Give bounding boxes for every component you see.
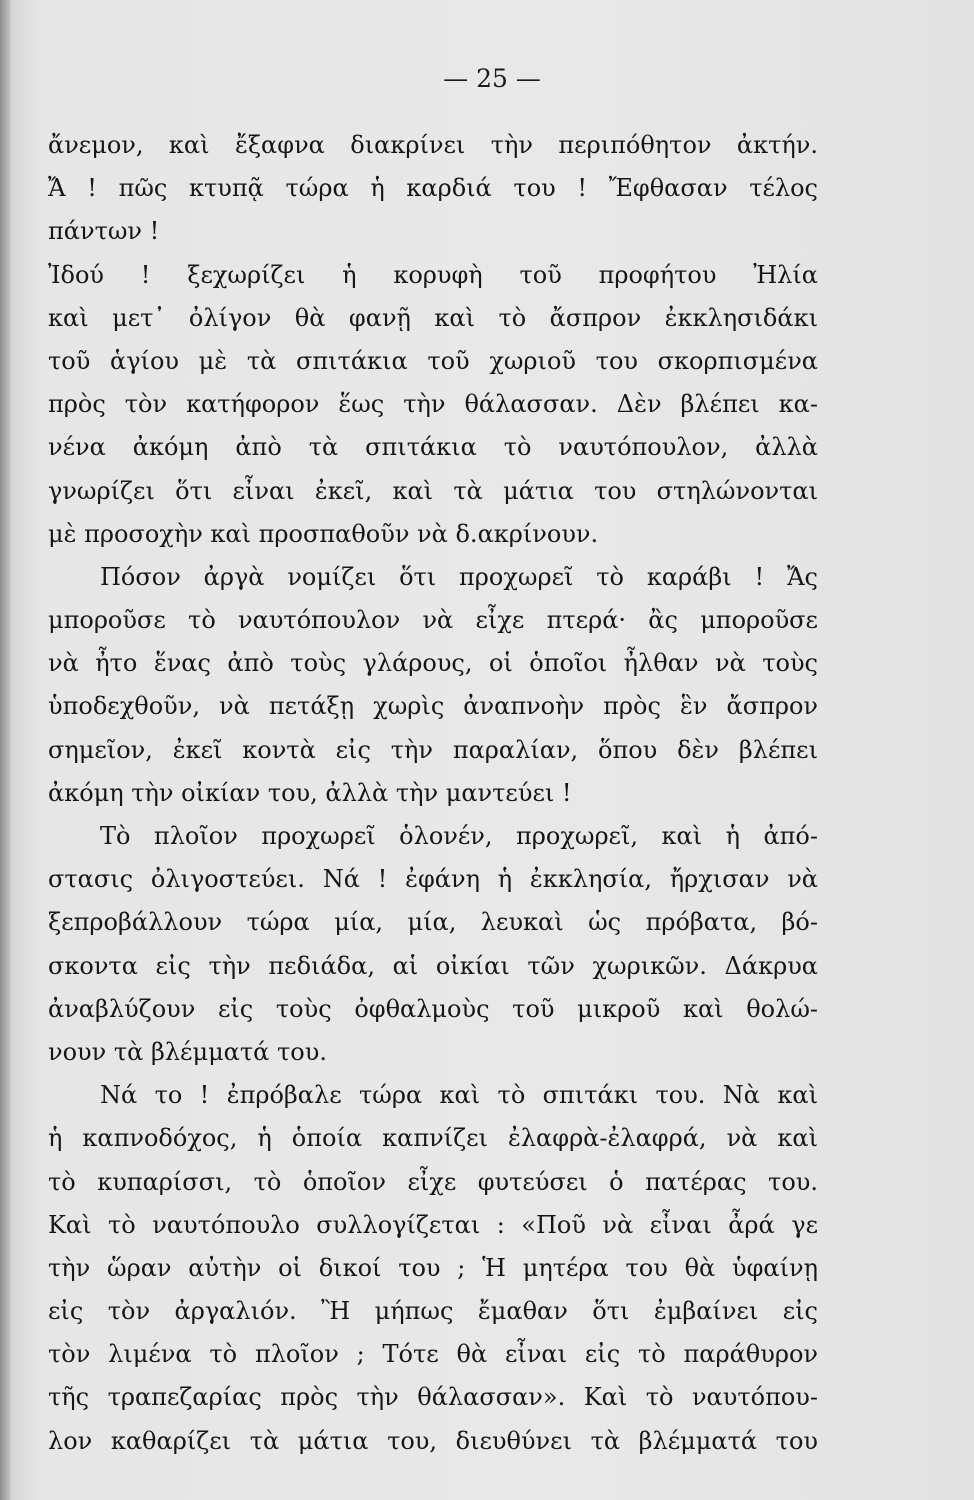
- text-line: λον καθαρίζει τὰ μάτια του, διευθύνει τὰ βλέμματά του: [48, 1426, 818, 1455]
- text-line: τὸν λιμένα τὸ πλοῖον ; Τότε θὰ εἶναι εἰς τὸ παράθυρον: [48, 1340, 818, 1369]
- text-line: Πόσον ἀργὰ νομίζει ὅτι προχωρεῖ τὸ καράβι ! Ἄς: [100, 562, 818, 591]
- text-line: σημεῖον, ἐκεῖ κοντὰ εἰς τὴν παραλίαν, ὅπου δὲν βλέπει: [48, 735, 818, 764]
- text-line: ἄνεμον, καὶ ἔξαφνα διακρίνει τὴν περιπόθητον ἀκτήν.: [48, 131, 818, 159]
- text-line: Ἄ ! πῶς κτυπᾷ τώρα ἡ καρδιά του ! Ἔφθασαν τέλος: [48, 174, 818, 203]
- text-line: τοῦ ἁγίου μὲ τὰ σπιτάκια τοῦ χωριοῦ του σκορπισμένα: [48, 346, 818, 375]
- text-line: πάντων !: [48, 217, 160, 246]
- text-line: Καὶ τὸ ναυτόπουλο συλλογίζεται : «Ποῦ νὰ εἶναι ἆρά γε: [48, 1210, 818, 1239]
- text-line: τὸ κυπαρίσσι, τὸ ὁποῖον εἶχε φυτεύσει ὁ πατέρας του.: [48, 1167, 818, 1196]
- page-number: — 25 —: [443, 64, 541, 93]
- text-line: ἡ καπνοδόχος, ἡ ὁποία καπνίζει ἐλαφρὰ-ἐλαφρά, νὰ καὶ: [48, 1124, 818, 1153]
- text-line: Ἰδού ! ξεχωρίζει ἡ κορυφὴ τοῦ προφήτου Ἠλία: [48, 260, 818, 289]
- text-line: ὑποδεχθοῦν, νὰ πετάξῃ χωρὶς ἀναπνοὴν πρὸς ἓν ἄσπρον: [48, 692, 818, 721]
- text-line: καὶ μετ᾽ ὀλίγον θὰ φανῇ καὶ τὸ ἄσπρον ἐκκλησιδάκι: [48, 303, 818, 332]
- text-line: ἀναβλύζουν εἰς τοὺς ὀφθαλμοὺς τοῦ μικροῦ καὶ θολώ-: [48, 994, 818, 1023]
- body-text: [48, 124, 818, 1463]
- text-line: σκοντα εἰς τὴν πεδιάδα, αἱ οἰκίαι τῶν χωρικῶν. Δάκρυα: [48, 951, 818, 980]
- text-line: τὴν ὥραν αὐτὴν οἱ δικοί του ; Ἡ μητέρα του θὰ ὑφαίνῃ: [48, 1253, 818, 1282]
- text-line: ξεπροβάλλουν τώρα μία, μία, λευκαὶ ὡς πρόβατα, βό-: [48, 908, 818, 937]
- text-line: ἀκόμη τὴν οἰκίαν του, ἀλλὰ τὴν μαντεύει !: [48, 778, 572, 807]
- text-line: Τὸ πλοῖον προχωρεῖ ὁλονέν, προχωρεῖ, καὶ ἡ ἀπό-: [100, 822, 818, 850]
- text-line: Νά το ! ἐπρόβαλε τώρα καὶ τὸ σπιτάκι του. Νὰ καὶ: [100, 1081, 818, 1110]
- text-line: μποροῦσε τὸ ναυτόπουλον νὰ εἶχε πτερά· ἂς μποροῦσε: [48, 606, 818, 635]
- text-line: γνωρίζει ὅτι εἶναι ἐκεῖ, καὶ τὰ μάτια του στηλώνονται: [48, 476, 818, 505]
- text-line: νὰ ἦτο ἕνας ἀπὸ τοὺς γλάρους, οἱ ὁποῖοι ἦλθαν νὰ τοὺς: [48, 649, 818, 678]
- text-line: νένα ἀκόμη ἀπὸ τὰ σπιτάκια τὸ ναυτόπουλον, ἀλλὰ: [48, 433, 818, 462]
- text-line: εἰς τὸν ἀργαλιόν. Ἢ μήπως ἔμαθαν ὅτι ἐμβαίνει εἰς: [48, 1297, 818, 1326]
- text-line: νουν τὰ βλέμματά του.: [48, 1037, 327, 1066]
- page-binding-shadow: [0, 0, 10, 1500]
- text-line: πρὸς τὸν κατήφορον ἕως τὴν θάλασσαν. Δὲν βλέπει κα-: [48, 390, 818, 419]
- text-line: στασις ὀλιγοστεύει. Νά ! ἐφάνη ἡ ἐκκλησία, ἤρχισαν νὰ: [48, 865, 818, 894]
- text-line: μὲ προσοχὴν καὶ προσπαθοῦν νὰ δ.ακρίνουν.: [48, 519, 599, 548]
- text-line: τῆς τραπεζαρίας πρὸς τὴν θάλασσαν». Καὶ τὸ ναυτόπου-: [48, 1383, 818, 1412]
